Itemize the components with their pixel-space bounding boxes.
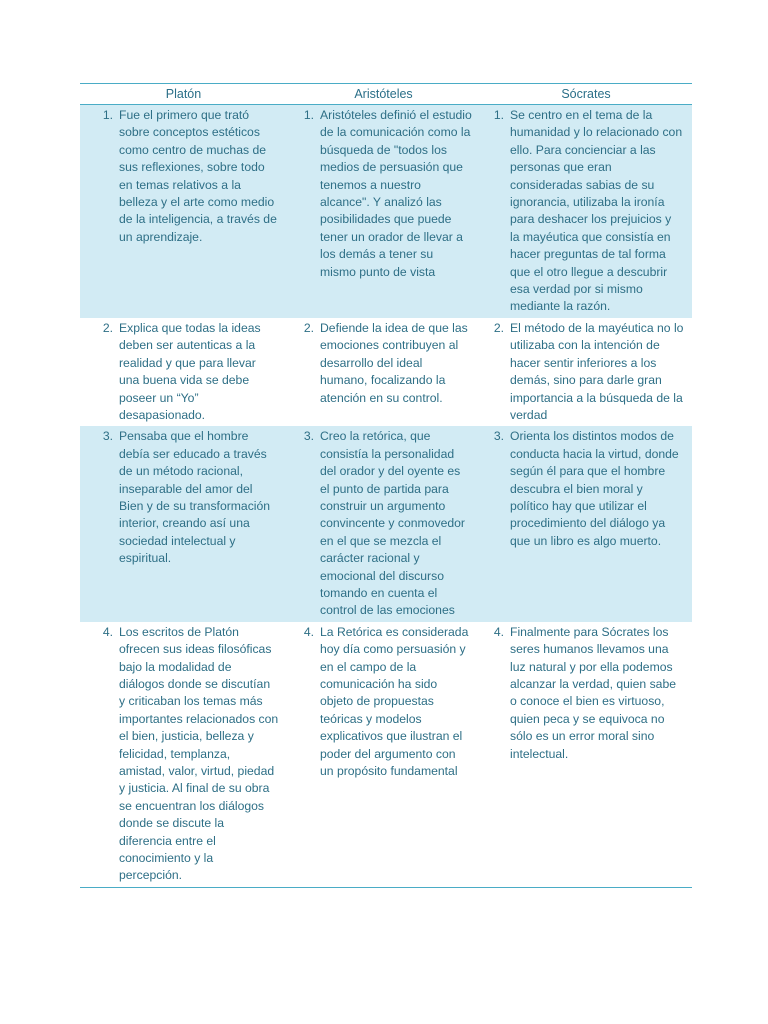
- item-text: Defiende la idea de que las emociones contribuyen al desarrollo del ideal humano, focalizando la atención en su control.: [320, 320, 468, 405]
- item-text: Creo la retórica, que consistía la personalidad del orador y del oyente es el punto de partida para construir un argumento convincente y conmovedor en el que se mezcla el carácter racional y emocional del discurso tomando en cuenta el control de las emociones: [320, 429, 465, 618]
- table-row: [80, 105, 692, 318]
- item-number: 4.: [493, 624, 504, 639]
- item-number: 2.: [493, 320, 504, 335]
- column-header-platon: Platón: [80, 84, 287, 105]
- table-cell-aristoteles: [287, 622, 480, 888]
- item-text: Orienta los distintos modos de conducta hacia la virtud, donde según él para que el hombre descubra el bien moral y político hay que utilizar el procedimiento del diálogo ya que un libro es algo muerto.: [510, 429, 679, 548]
- table-cell-platon: [80, 105, 287, 318]
- table-cell-socrates: [480, 426, 692, 621]
- item-text: La Retórica es considerada hoy día como persuasión y en el campo de la comunicación ha sido objeto de propuestas teóricas y modelos explicativos que ilustran el poder del argumento con un propósito fundamental: [320, 624, 469, 779]
- table-row: [80, 426, 692, 621]
- item-number: 2.: [303, 320, 314, 335]
- item-number: 1.: [493, 108, 504, 122]
- table-cell-platon: [80, 426, 287, 621]
- item-text: Los escritos de Platón ofrecen sus ideas filosóficas bajo la modalidad de diálogos donde se discutían y criticaban los temas más importantes relacionados con el bien, justicia, belleza y felicidad, templanza, amistad, valor, virtud, piedad y justicia. Al final de su obra se encuentran los diálogos donde se discute la diferencia entre el conocimiento y la percepción.: [119, 624, 279, 883]
- table-cell-socrates: [480, 622, 692, 888]
- item-text: Fue el primero que trató sobre conceptos estéticos como centro de muchas de sus reflexiones, sobre todo en temas relativos a la belleza y el arte como medio de la inteligencia, a través de un aprendizaje.: [119, 108, 277, 244]
- item-number: 2.: [102, 320, 113, 335]
- table-cell-aristoteles: [287, 105, 480, 318]
- item-number: 3.: [102, 429, 113, 444]
- item-number: 3.: [493, 429, 504, 444]
- table-cell-socrates: [480, 318, 692, 426]
- item-text: Explica que todas la ideas deben ser autenticas a la realidad y que para llevar una buena vida se debe poseer un “Yo” desapasionado.: [119, 320, 261, 422]
- item-number: 1.: [303, 108, 314, 122]
- table-cell-platon: [80, 318, 287, 426]
- item-number: 4.: [102, 624, 113, 639]
- item-text: Aristóteles definió el estudio de la comunicación como la búsqueda de "todos los medios de persuasión que tenemos a nuestro alcance". Y analizó las posibilidades que puede tener un orador de llevar a los demás a tener su mismo punto de vista: [320, 108, 472, 279]
- column-header-aristoteles: Aristóteles: [287, 84, 480, 105]
- column-header-socrates: Sócrates: [480, 84, 692, 105]
- table-cell-socrates: [480, 105, 692, 318]
- header-row: [80, 84, 692, 105]
- table-cell-platon: [80, 622, 287, 888]
- item-text: Pensaba que el hombre debía ser educado a través de un método racional, inseparable del amor del Bien y de su transformación interior, creando así una sociedad intelectual y espiritual.: [119, 429, 271, 566]
- item-text: Finalmente para Sócrates los seres humanos llevamos una luz natural y por ella podemos alcanzar la verdad, quien sabe o conoce el bien es virtuoso, quien peca y se equivoca no sólo es un error moral sino intelectual.: [510, 624, 676, 761]
- comparison-table: [80, 83, 692, 888]
- table-cell-aristoteles: [287, 318, 480, 426]
- item-number: 1.: [102, 108, 113, 122]
- table-row: [80, 622, 692, 888]
- item-text: El método de la mayéutica no lo utilizaba con la intención de hacer sentir inferiores a los demás, sino para darle gran importancia a la búsqueda de la verdad: [510, 320, 684, 422]
- table-row: [80, 318, 692, 426]
- table-cell-aristoteles: [287, 426, 480, 621]
- item-number: 4.: [303, 624, 314, 639]
- item-text: Se centro en el tema de la humanidad y lo relacionado con ello. Para concienciar a las personas que eran consideradas sabias de su ignorancia, utilizaba la ironía para deshacer los prejuicios y la mayéutica que consistía en hacer preguntas de tal forma que el otro llegue a descubrir esa verdad por si mismo mediante la razón.: [510, 108, 683, 314]
- item-number: 3.: [303, 429, 314, 444]
